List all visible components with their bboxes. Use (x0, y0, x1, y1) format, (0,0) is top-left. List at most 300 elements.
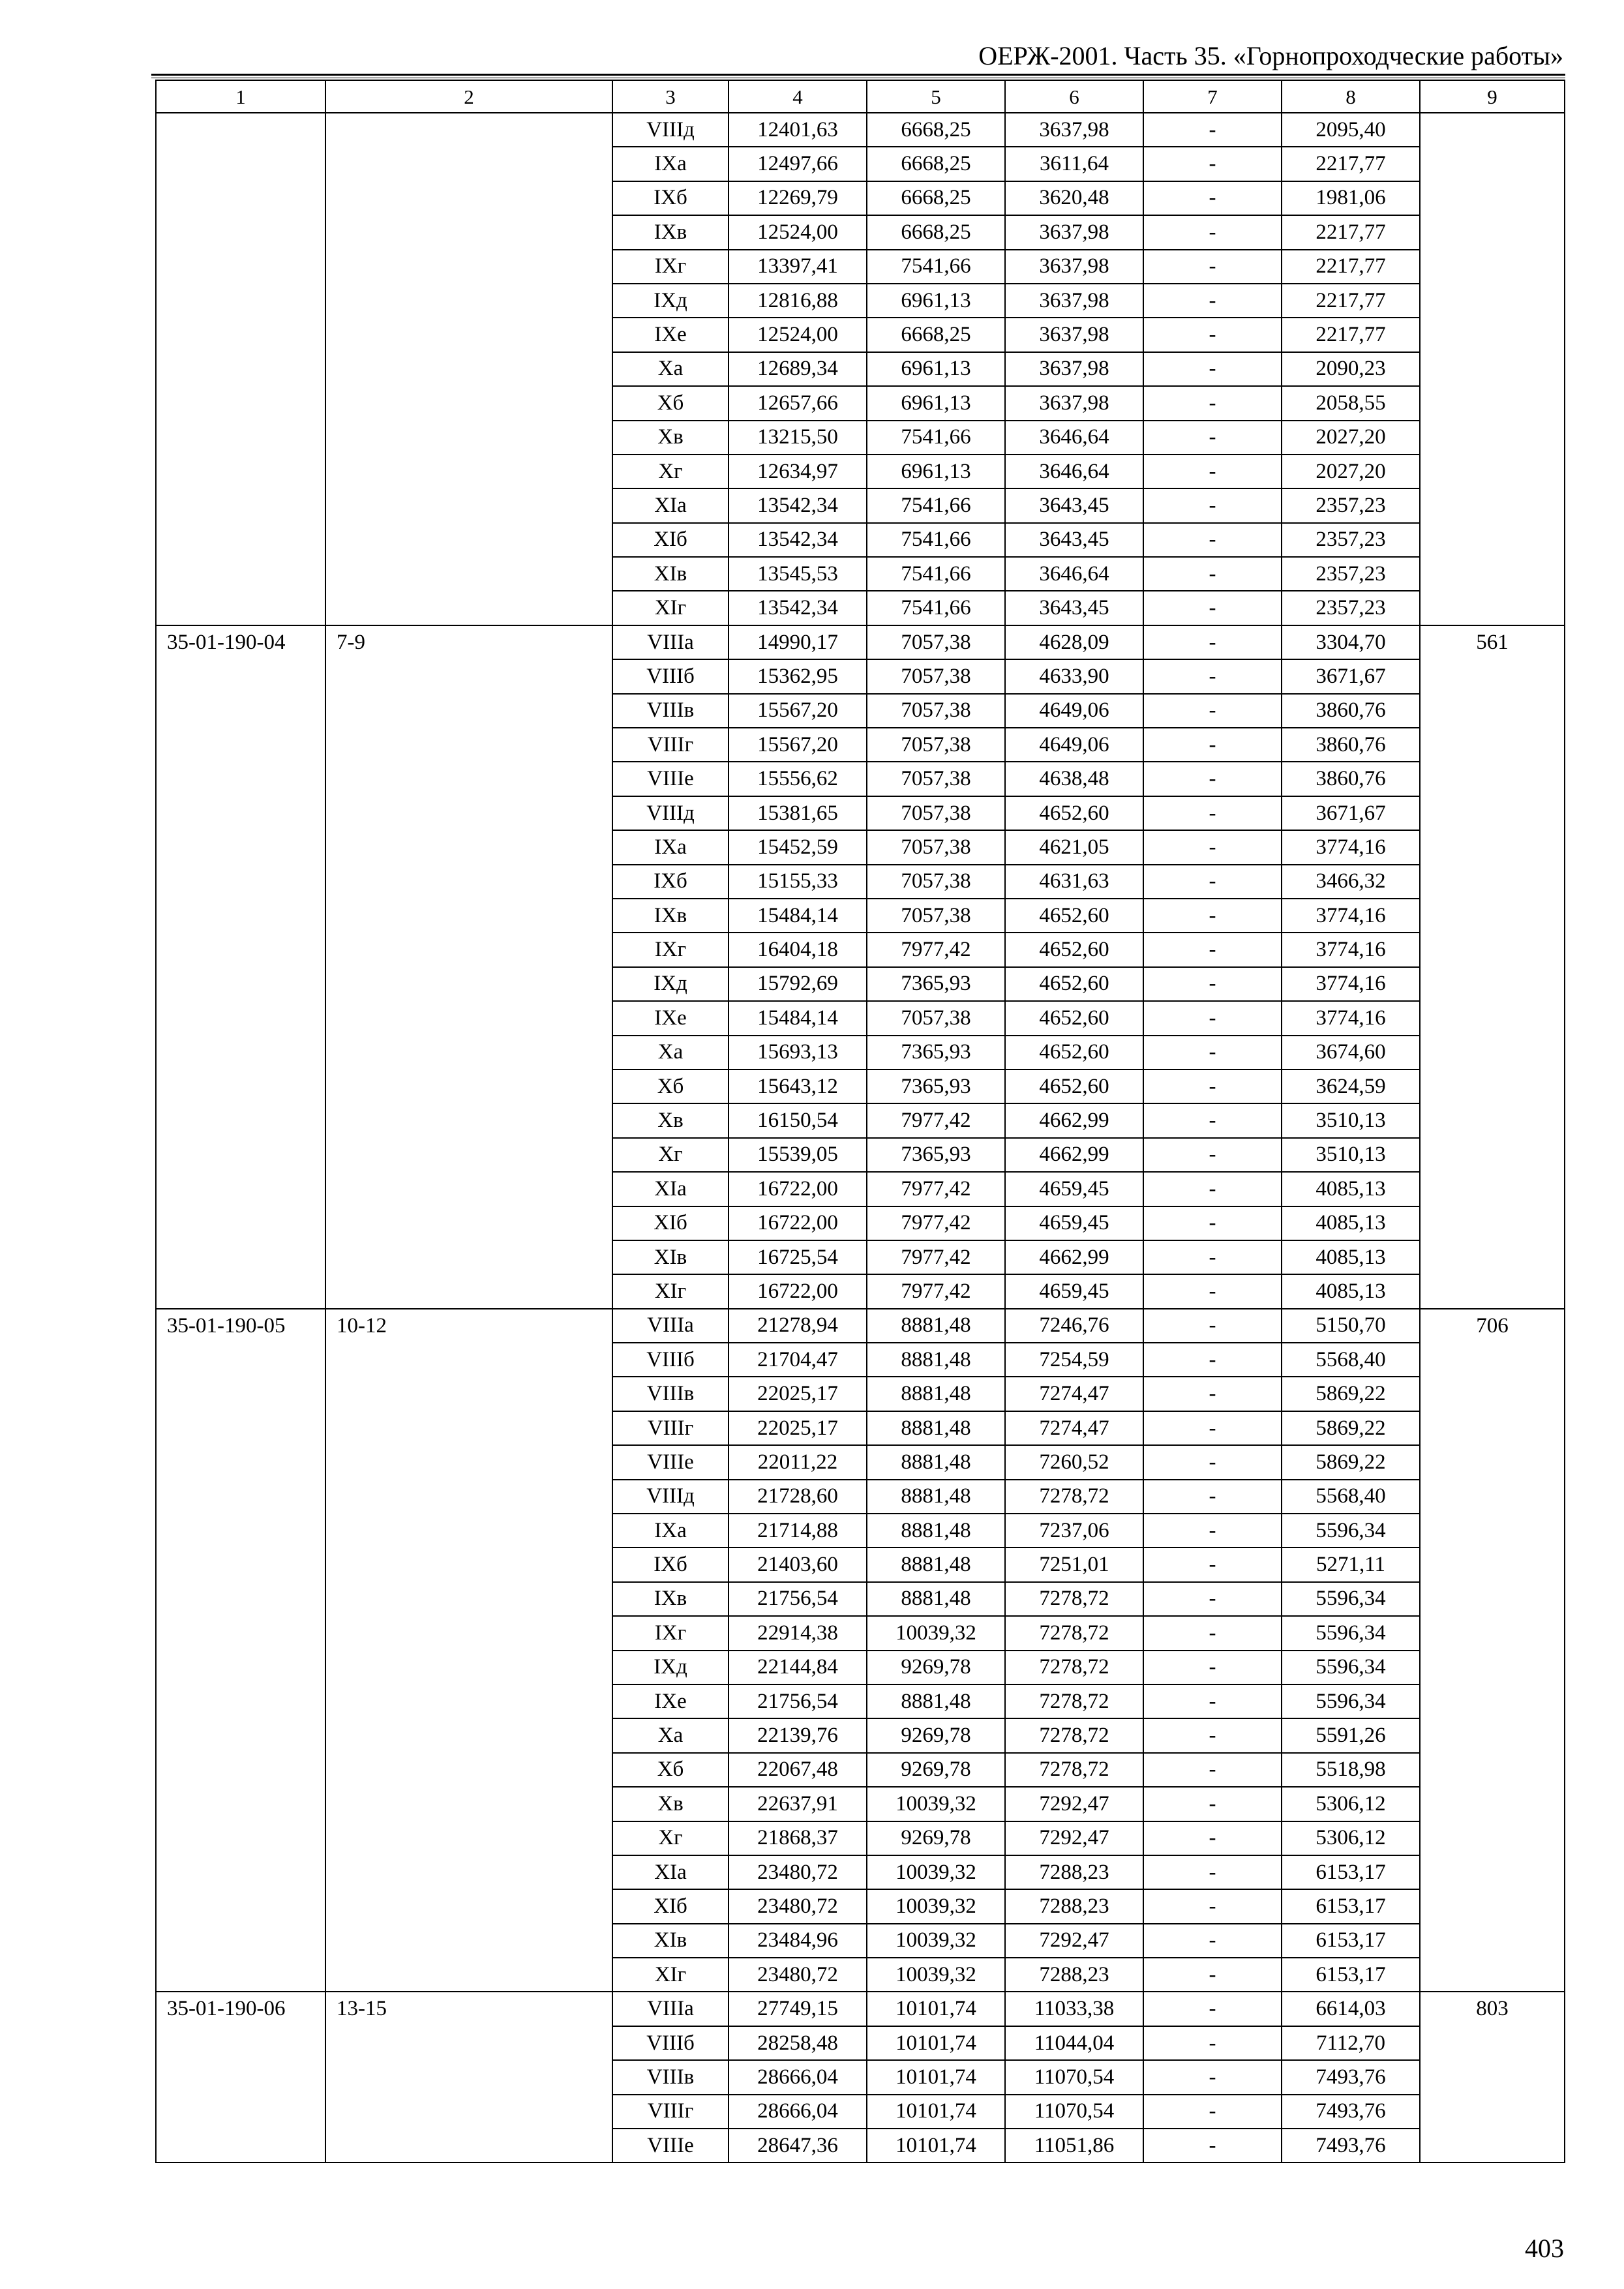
category-cell: XIб (612, 1889, 729, 1923)
total-cost-cell: 12524,00 (729, 215, 867, 249)
materials-cost-cell: 2095,40 (1282, 113, 1420, 147)
category-cell: VIIIa (612, 1992, 729, 2026)
machine-cost-cell: 4631,63 (1005, 865, 1143, 899)
machine-cost-cell: 4638,48 (1005, 762, 1143, 796)
labor-cost-cell: 10039,32 (867, 1924, 1005, 1958)
category-cell: IXб (612, 865, 729, 899)
operator-wage-cell: - (1143, 352, 1282, 386)
total-cost-cell: 15452,59 (729, 830, 867, 864)
operator-wage-cell: - (1143, 318, 1282, 352)
machine-cost-cell: 7237,06 (1005, 1514, 1143, 1548)
machine-cost-cell: 7278,72 (1005, 1651, 1143, 1684)
machine-cost-cell: 3643,45 (1005, 591, 1143, 625)
operator-wage-cell: - (1143, 215, 1282, 249)
machine-cost-cell: 7260,52 (1005, 1445, 1143, 1479)
total-cost-cell: 21403,60 (729, 1548, 867, 1581)
operator-wage-cell: - (1143, 1992, 1282, 2026)
labor-cost-cell: 8881,48 (867, 1445, 1005, 1479)
machine-cost-cell: 7292,47 (1005, 1787, 1143, 1821)
total-cost-cell: 21756,54 (729, 1582, 867, 1616)
machine-cost-cell: 4633,90 (1005, 659, 1143, 693)
category-cell: IXд (612, 1651, 729, 1684)
machine-cost-cell: 3637,98 (1005, 113, 1143, 147)
operator-wage-cell: - (1143, 830, 1282, 864)
total-cost-cell: 16150,54 (729, 1103, 867, 1137)
operator-wage-cell: - (1143, 694, 1282, 728)
labor-cost-cell: 8881,48 (867, 1548, 1005, 1581)
materials-cost-cell: 2217,77 (1282, 215, 1420, 249)
column-number-cell: 3 (612, 80, 729, 113)
total-cost-cell: 22144,84 (729, 1651, 867, 1684)
materials-cost-cell: 3774,16 (1282, 1001, 1420, 1035)
labor-cost-cell: 7541,66 (867, 421, 1005, 455)
operator-wage-cell: - (1143, 933, 1282, 966)
machine-cost-cell: 4652,60 (1005, 899, 1143, 933)
materials-cost-cell: 1981,06 (1282, 181, 1420, 215)
materials-cost-cell: 2217,77 (1282, 284, 1420, 318)
category-cell: IXв (612, 899, 729, 933)
operator-wage-cell: - (1143, 1718, 1282, 1752)
column-number-cell: 1 (156, 80, 325, 113)
operator-wage-cell: - (1143, 1343, 1282, 1377)
materials-cost-cell: 2027,20 (1282, 421, 1420, 455)
column-number-cell: 8 (1282, 80, 1420, 113)
labor-cost-cell: 10101,74 (867, 2060, 1005, 2094)
category-cell: IXa (612, 1514, 729, 1548)
materials-cost-cell: 5568,40 (1282, 1480, 1420, 1514)
labor-hours-cell (1420, 113, 1565, 625)
materials-cost-cell: 3304,70 (1282, 625, 1420, 659)
category-cell: IXв (612, 1582, 729, 1616)
operator-wage-cell: - (1143, 728, 1282, 762)
operator-wage-cell: - (1143, 1001, 1282, 1035)
total-cost-cell: 28647,36 (729, 2129, 867, 2162)
category-cell: VIIIa (612, 625, 729, 659)
category-cell: VIIIд (612, 113, 729, 147)
machine-cost-cell: 7292,47 (1005, 1924, 1143, 1958)
table-row (156, 625, 1565, 659)
category-cell: IXв (612, 215, 729, 249)
total-cost-cell: 15484,14 (729, 1001, 867, 1035)
materials-cost-cell: 3774,16 (1282, 899, 1420, 933)
category-cell: Xв (612, 1787, 729, 1821)
total-cost-cell: 21868,37 (729, 1821, 867, 1855)
size-range-cell: 7-9 (325, 625, 612, 1309)
machine-cost-cell: 4649,06 (1005, 728, 1143, 762)
labor-cost-cell: 8881,48 (867, 1514, 1005, 1548)
machine-cost-cell: 7254,59 (1005, 1343, 1143, 1377)
total-cost-cell: 22637,91 (729, 1787, 867, 1821)
total-cost-cell: 27749,15 (729, 1992, 867, 2026)
labor-cost-cell: 7365,93 (867, 967, 1005, 1001)
total-cost-cell: 12401,63 (729, 113, 867, 147)
rates-table-body (156, 80, 1565, 2162)
machine-cost-cell: 3637,98 (1005, 284, 1143, 318)
labor-cost-cell: 7057,38 (867, 694, 1005, 728)
materials-cost-cell: 7493,76 (1282, 2060, 1420, 2094)
machine-cost-cell: 7288,23 (1005, 1855, 1143, 1889)
machine-cost-cell: 7278,72 (1005, 1480, 1143, 1514)
total-cost-cell: 15155,33 (729, 865, 867, 899)
category-cell: VIIIa (612, 1309, 729, 1343)
materials-cost-cell: 5306,12 (1282, 1787, 1420, 1821)
labor-cost-cell: 8881,48 (867, 1411, 1005, 1445)
total-cost-cell: 23484,96 (729, 1924, 867, 1958)
category-cell: XIa (612, 1855, 729, 1889)
operator-wage-cell: - (1143, 2026, 1282, 2060)
labor-cost-cell: 7057,38 (867, 762, 1005, 796)
category-cell: VIIIг (612, 728, 729, 762)
materials-cost-cell: 2027,20 (1282, 455, 1420, 488)
category-cell: Xг (612, 1138, 729, 1172)
operator-wage-cell: - (1143, 1958, 1282, 1992)
materials-cost-cell: 4085,13 (1282, 1274, 1420, 1308)
operator-wage-cell: - (1143, 1138, 1282, 1172)
category-cell: IXг (612, 1616, 729, 1650)
document-header-title: ОЕРЖ-2001. Часть 35. «Горнопроходческие работы» (978, 41, 1563, 70)
machine-cost-cell: 3637,98 (1005, 215, 1143, 249)
column-number-cell: 9 (1420, 80, 1565, 113)
materials-cost-cell: 6614,03 (1282, 1992, 1420, 2026)
materials-cost-cell: 7493,76 (1282, 2095, 1420, 2129)
category-cell: VIIIг (612, 1411, 729, 1445)
column-number-cell: 6 (1005, 80, 1143, 113)
total-cost-cell: 15484,14 (729, 899, 867, 933)
category-cell: IXб (612, 1548, 729, 1581)
materials-cost-cell: 2217,77 (1282, 318, 1420, 352)
machine-cost-cell: 11051,86 (1005, 2129, 1143, 2162)
header-rule-thick (151, 74, 1565, 76)
total-cost-cell: 13397,41 (729, 250, 867, 284)
labor-cost-cell: 10101,74 (867, 2026, 1005, 2060)
labor-cost-cell: 7365,93 (867, 1138, 1005, 1172)
total-cost-cell: 28258,48 (729, 2026, 867, 2060)
labor-cost-cell: 9269,78 (867, 1753, 1005, 1787)
machine-cost-cell: 3643,45 (1005, 488, 1143, 522)
category-cell: Xв (612, 1103, 729, 1137)
machine-cost-cell: 7274,47 (1005, 1411, 1143, 1445)
operator-wage-cell: - (1143, 455, 1282, 488)
operator-wage-cell: - (1143, 1240, 1282, 1274)
total-cost-cell: 21728,60 (729, 1480, 867, 1514)
operator-wage-cell: - (1143, 899, 1282, 933)
operator-wage-cell: - (1143, 113, 1282, 147)
operator-wage-cell: - (1143, 1548, 1282, 1581)
labor-cost-cell: 8881,48 (867, 1582, 1005, 1616)
category-cell: Xб (612, 386, 729, 420)
category-cell: VIIIб (612, 2026, 729, 2060)
total-cost-cell: 23480,72 (729, 1855, 867, 1889)
machine-cost-cell: 3637,98 (1005, 386, 1143, 420)
category-cell: IXa (612, 830, 729, 864)
labor-cost-cell: 7057,38 (867, 625, 1005, 659)
total-cost-cell: 15381,65 (729, 796, 867, 830)
operator-wage-cell: - (1143, 2060, 1282, 2094)
category-cell: IXe (612, 1684, 729, 1718)
operator-wage-cell: - (1143, 1172, 1282, 1206)
machine-cost-cell: 7278,72 (1005, 1753, 1143, 1787)
labor-cost-cell: 6668,25 (867, 215, 1005, 249)
materials-cost-cell: 5869,22 (1282, 1377, 1420, 1411)
machine-cost-cell: 4662,99 (1005, 1138, 1143, 1172)
category-cell: VIIIe (612, 762, 729, 796)
materials-cost-cell: 5591,26 (1282, 1718, 1420, 1752)
page-number: 403 (1525, 2234, 1564, 2263)
operator-wage-cell: - (1143, 557, 1282, 591)
operator-wage-cell: - (1143, 250, 1282, 284)
total-cost-cell: 22025,17 (729, 1411, 867, 1445)
machine-cost-cell: 4652,60 (1005, 967, 1143, 1001)
labor-cost-cell: 7057,38 (867, 796, 1005, 830)
labor-cost-cell: 6668,25 (867, 181, 1005, 215)
labor-cost-cell: 7365,93 (867, 1036, 1005, 1070)
category-cell: VIIIд (612, 1480, 729, 1514)
total-cost-cell: 28666,04 (729, 2060, 867, 2094)
machine-cost-cell: 3620,48 (1005, 181, 1143, 215)
machine-cost-cell: 3637,98 (1005, 250, 1143, 284)
labor-cost-cell: 7365,93 (867, 1070, 1005, 1103)
category-cell: VIIIб (612, 659, 729, 693)
operator-wage-cell: - (1143, 865, 1282, 899)
table-row (156, 1992, 1565, 2026)
labor-cost-cell: 7057,38 (867, 830, 1005, 864)
labor-cost-cell: 7057,38 (867, 659, 1005, 693)
materials-cost-cell: 3624,59 (1282, 1070, 1420, 1103)
materials-cost-cell: 2217,77 (1282, 250, 1420, 284)
machine-cost-cell: 11070,54 (1005, 2060, 1143, 2094)
labor-cost-cell: 6668,25 (867, 318, 1005, 352)
machine-cost-cell: 4628,09 (1005, 625, 1143, 659)
labor-cost-cell: 7977,42 (867, 1274, 1005, 1308)
total-cost-cell: 22011,22 (729, 1445, 867, 1479)
operator-wage-cell: - (1143, 421, 1282, 455)
total-cost-cell: 22067,48 (729, 1753, 867, 1787)
operator-wage-cell: - (1143, 659, 1282, 693)
machine-cost-cell: 3637,98 (1005, 352, 1143, 386)
machine-cost-cell: 3611,64 (1005, 147, 1143, 181)
rate-code-cell: 35-01-190-04 (156, 625, 325, 1309)
category-cell: VIIIв (612, 694, 729, 728)
total-cost-cell: 12497,66 (729, 147, 867, 181)
total-cost-cell: 21278,94 (729, 1309, 867, 1343)
materials-cost-cell: 5869,22 (1282, 1445, 1420, 1479)
machine-cost-cell: 7246,76 (1005, 1309, 1143, 1343)
labor-cost-cell: 10101,74 (867, 2129, 1005, 2162)
materials-cost-cell: 2357,23 (1282, 557, 1420, 591)
category-cell: XIв (612, 1924, 729, 1958)
materials-cost-cell: 5596,34 (1282, 1684, 1420, 1718)
labor-cost-cell: 8881,48 (867, 1377, 1005, 1411)
materials-cost-cell: 6153,17 (1282, 1889, 1420, 1923)
labor-cost-cell: 6668,25 (867, 147, 1005, 181)
category-cell: Xб (612, 1070, 729, 1103)
materials-cost-cell: 6153,17 (1282, 1924, 1420, 1958)
machine-cost-cell: 7278,72 (1005, 1582, 1143, 1616)
category-cell: Xa (612, 1718, 729, 1752)
operator-wage-cell: - (1143, 1206, 1282, 1240)
category-cell: VIIIг (612, 2095, 729, 2129)
size-range-cell: 10-12 (325, 1309, 612, 1992)
labor-cost-cell: 10101,74 (867, 2095, 1005, 2129)
machine-cost-cell: 3637,98 (1005, 318, 1143, 352)
machine-cost-cell: 7251,01 (1005, 1548, 1143, 1581)
labor-cost-cell: 7057,38 (867, 899, 1005, 933)
operator-wage-cell: - (1143, 762, 1282, 796)
rate-code-cell (156, 113, 325, 625)
machine-cost-cell: 11070,54 (1005, 2095, 1143, 2129)
machine-cost-cell: 4652,60 (1005, 933, 1143, 966)
operator-wage-cell: - (1143, 1616, 1282, 1650)
operator-wage-cell: - (1143, 1582, 1282, 1616)
operator-wage-cell: - (1143, 967, 1282, 1001)
materials-cost-cell: 5518,98 (1282, 1753, 1420, 1787)
category-cell: VIIIe (612, 1445, 729, 1479)
total-cost-cell: 12269,79 (729, 181, 867, 215)
materials-cost-cell: 5596,34 (1282, 1514, 1420, 1548)
total-cost-cell: 13215,50 (729, 421, 867, 455)
materials-cost-cell: 5869,22 (1282, 1411, 1420, 1445)
labor-cost-cell: 7057,38 (867, 728, 1005, 762)
rate-code-cell: 35-01-190-06 (156, 1992, 325, 2162)
labor-hours-cell: 803 (1420, 1992, 1565, 2162)
machine-cost-cell: 7278,72 (1005, 1684, 1143, 1718)
total-cost-cell: 12524,00 (729, 318, 867, 352)
total-cost-cell: 23480,72 (729, 1889, 867, 1923)
rate-code-cell: 35-01-190-05 (156, 1309, 325, 1992)
category-cell: XIa (612, 488, 729, 522)
machine-cost-cell: 7278,72 (1005, 1718, 1143, 1752)
operator-wage-cell: - (1143, 1753, 1282, 1787)
labor-cost-cell: 7541,66 (867, 250, 1005, 284)
category-cell: VIIIв (612, 1377, 729, 1411)
total-cost-cell: 28666,04 (729, 2095, 867, 2129)
operator-wage-cell: - (1143, 1377, 1282, 1411)
labor-cost-cell: 7977,42 (867, 1172, 1005, 1206)
materials-cost-cell: 3860,76 (1282, 762, 1420, 796)
machine-cost-cell: 3643,45 (1005, 523, 1143, 557)
category-cell: XIб (612, 523, 729, 557)
total-cost-cell: 21714,88 (729, 1514, 867, 1548)
machine-cost-cell: 7274,47 (1005, 1377, 1143, 1411)
category-cell: IXe (612, 318, 729, 352)
total-cost-cell: 13542,34 (729, 488, 867, 522)
materials-cost-cell: 7112,70 (1282, 2026, 1420, 2060)
materials-cost-cell: 3860,76 (1282, 694, 1420, 728)
total-cost-cell: 15362,95 (729, 659, 867, 693)
operator-wage-cell: - (1143, 1889, 1282, 1923)
labor-cost-cell: 10039,32 (867, 1616, 1005, 1650)
total-cost-cell: 16722,00 (729, 1172, 867, 1206)
category-cell: Xa (612, 1036, 729, 1070)
materials-cost-cell: 2058,55 (1282, 386, 1420, 420)
labor-cost-cell: 8881,48 (867, 1480, 1005, 1514)
total-cost-cell: 12634,97 (729, 455, 867, 488)
materials-cost-cell: 5271,11 (1282, 1548, 1420, 1581)
labor-cost-cell: 7541,66 (867, 557, 1005, 591)
total-cost-cell: 14990,17 (729, 625, 867, 659)
machine-cost-cell: 3646,64 (1005, 421, 1143, 455)
machine-cost-cell: 7288,23 (1005, 1958, 1143, 1992)
labor-cost-cell: 7057,38 (867, 865, 1005, 899)
table-row (156, 113, 1565, 147)
materials-cost-cell: 3860,76 (1282, 728, 1420, 762)
machine-cost-cell: 4662,99 (1005, 1240, 1143, 1274)
labor-cost-cell: 7977,42 (867, 933, 1005, 966)
machine-cost-cell: 4662,99 (1005, 1103, 1143, 1137)
materials-cost-cell: 3671,67 (1282, 659, 1420, 693)
materials-cost-cell: 3466,32 (1282, 865, 1420, 899)
materials-cost-cell: 5596,34 (1282, 1582, 1420, 1616)
table-row (156, 1309, 1565, 1343)
materials-cost-cell: 2090,23 (1282, 352, 1420, 386)
operator-wage-cell: - (1143, 1684, 1282, 1718)
labor-cost-cell: 7057,38 (867, 1001, 1005, 1035)
operator-wage-cell: - (1143, 523, 1282, 557)
labor-cost-cell: 9269,78 (867, 1718, 1005, 1752)
size-range-cell (325, 113, 612, 625)
category-cell: VIIIд (612, 796, 729, 830)
category-cell: IXб (612, 181, 729, 215)
operator-wage-cell: - (1143, 181, 1282, 215)
total-cost-cell: 21756,54 (729, 1684, 867, 1718)
materials-cost-cell: 3510,13 (1282, 1103, 1420, 1137)
column-number-row (156, 80, 1565, 113)
materials-cost-cell: 2357,23 (1282, 488, 1420, 522)
total-cost-cell: 15567,20 (729, 728, 867, 762)
category-cell: VIIIб (612, 1343, 729, 1377)
column-number-cell: 5 (867, 80, 1005, 113)
total-cost-cell: 15693,13 (729, 1036, 867, 1070)
operator-wage-cell: - (1143, 1821, 1282, 1855)
labor-cost-cell: 10039,32 (867, 1889, 1005, 1923)
total-cost-cell: 16722,00 (729, 1206, 867, 1240)
category-cell: Xг (612, 455, 729, 488)
operator-wage-cell: - (1143, 1514, 1282, 1548)
labor-cost-cell: 7541,66 (867, 523, 1005, 557)
category-cell: XIг (612, 1274, 729, 1308)
labor-cost-cell: 9269,78 (867, 1821, 1005, 1855)
materials-cost-cell: 5306,12 (1282, 1821, 1420, 1855)
labor-cost-cell: 10039,32 (867, 1958, 1005, 1992)
total-cost-cell: 12816,88 (729, 284, 867, 318)
total-cost-cell: 22914,38 (729, 1616, 867, 1650)
materials-cost-cell: 4085,13 (1282, 1240, 1420, 1274)
rates-table (155, 80, 1565, 2163)
machine-cost-cell: 3646,64 (1005, 557, 1143, 591)
materials-cost-cell: 2217,77 (1282, 147, 1420, 181)
operator-wage-cell: - (1143, 796, 1282, 830)
materials-cost-cell: 6153,17 (1282, 1855, 1420, 1889)
total-cost-cell: 22139,76 (729, 1718, 867, 1752)
column-number-cell: 2 (325, 80, 612, 113)
materials-cost-cell: 5596,34 (1282, 1616, 1420, 1650)
operator-wage-cell: - (1143, 1445, 1282, 1479)
category-cell: XIб (612, 1206, 729, 1240)
total-cost-cell: 16404,18 (729, 933, 867, 966)
materials-cost-cell: 5150,70 (1282, 1309, 1420, 1343)
operator-wage-cell: - (1143, 2095, 1282, 2129)
category-cell: XIa (612, 1172, 729, 1206)
operator-wage-cell: - (1143, 1651, 1282, 1684)
total-cost-cell: 12689,34 (729, 352, 867, 386)
labor-cost-cell: 9269,78 (867, 1651, 1005, 1684)
machine-cost-cell: 11033,38 (1005, 1992, 1143, 2026)
column-number-cell: 7 (1143, 80, 1282, 113)
category-cell: IXд (612, 967, 729, 1001)
operator-wage-cell: - (1143, 1036, 1282, 1070)
category-cell: XIг (612, 1958, 729, 1992)
materials-cost-cell: 6153,17 (1282, 1958, 1420, 1992)
